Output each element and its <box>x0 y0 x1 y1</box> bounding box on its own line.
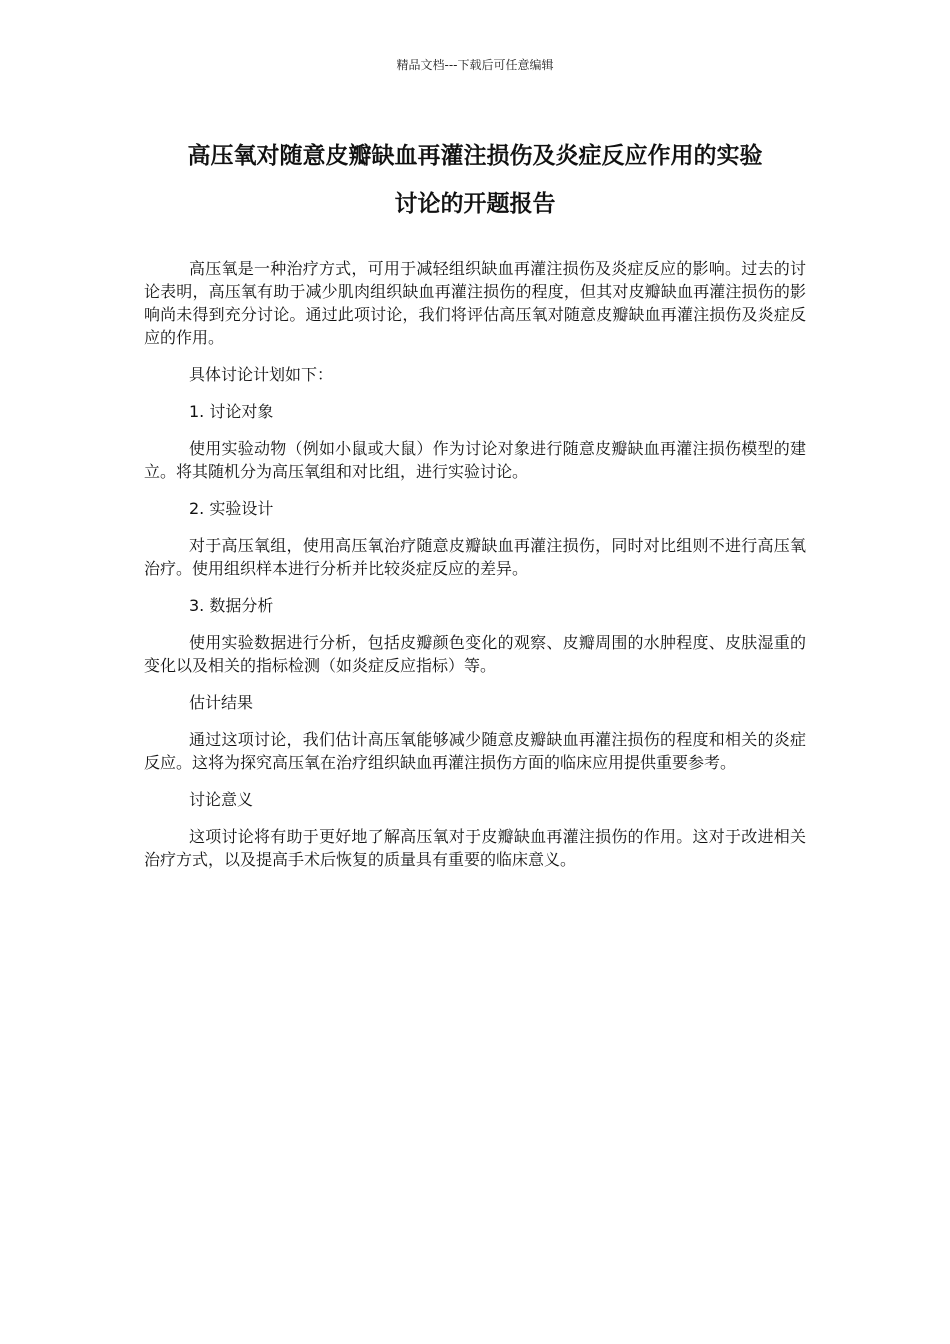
section-heading-expected-results: 估计结果 <box>189 693 254 712</box>
document-title <box>145 132 805 228</box>
subjects-paragraph: 使用实验动物（例如小鼠或大鼠）作为讨论对象进行随意皮瓣缺血再灌注损伤模型的建立。将其随机分为高压氧组和对比组，进行实验讨论。 <box>144 439 806 481</box>
significance-paragraph: 这项讨论将有助于更好地了解高压氧对于皮瓣缺血再灌注损伤的作用。这对于改进相关治疗方式，以及提高手术后恢复的质量具有重要的临床意义。 <box>144 827 806 869</box>
intro-paragraph: 高压氧是一种治疗方式，可用于减轻组织缺血再灌注损伤及炎症反应的影响。过去的讨论表明，高压氧有助于减少肌肉组织缺血再灌注损伤的程度，但其对皮瓣缺血再灌注损伤的影响尚未得到充分讨论。通过此项讨论，我们将评估高压氧对随意皮瓣缺血再灌注损伤及炎症反应的作用。 <box>144 259 806 347</box>
document-title-line-1: 高压氧对随意皮瓣缺血再灌注损伤及炎症反应作用的实验 <box>187 143 763 169</box>
section-heading-design: 2. 实验设计 <box>189 499 274 518</box>
analysis-paragraph: 使用实验数据进行分析，包括皮瓣颜色变化的观察、皮瓣周围的水肿程度、皮肤湿重的变化以及相关的指标检测（如炎症反应指标）等。 <box>144 633 806 675</box>
section-heading-analysis: 3. 数据分析 <box>189 596 274 615</box>
section-heading-subjects: 1. 讨论对象 <box>189 402 274 421</box>
page-header: 精品文档---下载后可任意编辑 <box>396 58 554 72</box>
expected-results-paragraph: 通过这项讨论，我们估计高压氧能够减少随意皮瓣缺血再灌注损伤的程度和相关的炎症反应。这将为探究高压氧在治疗组织缺血再灌注损伤方面的临床应用提供重要参考。 <box>144 730 806 772</box>
document-title-line-2: 讨论的开题报告 <box>394 191 556 217</box>
design-paragraph: 对于高压氧组，使用高压氧治疗随意皮瓣缺血再灌注损伤，同时对比组则不进行高压氧治疗。使用组织样本进行分析并比较炎症反应的差异。 <box>144 536 806 578</box>
plan-intro: 具体讨论计划如下： <box>189 365 334 384</box>
document-body <box>144 257 806 885</box>
section-heading-significance: 讨论意义 <box>189 790 254 809</box>
